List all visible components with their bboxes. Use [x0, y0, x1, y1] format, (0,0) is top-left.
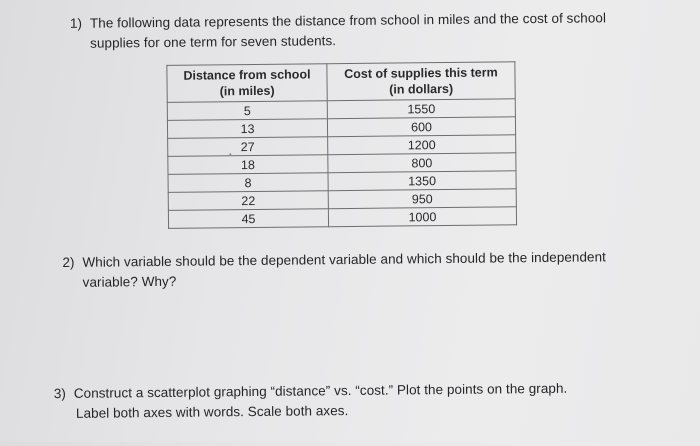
question-3-number: 3) — [53, 385, 66, 402]
question-2-line-2: variable? Why? — [82, 273, 177, 290]
question-1-number: 1) — [69, 15, 83, 31]
cost-cell: 600 — [327, 117, 515, 137]
question-3 — [54, 378, 674, 424]
question-3-line-2: Label both axes with words. Scale both axes. — [75, 403, 349, 421]
header-distance-line-1: Distance from school — [183, 67, 311, 83]
data-table — [166, 61, 517, 229]
question-1 — [70, 8, 670, 54]
header-distance — [167, 64, 327, 103]
header-cost — [327, 62, 515, 101]
distance-cell: 8 — [168, 173, 328, 193]
distance-cell: 45 — [168, 209, 328, 229]
cost-cell: 800 — [328, 153, 516, 173]
distance-cell: 13 — [167, 119, 327, 139]
distance-cell: 22 — [168, 191, 328, 211]
distance-cell: 27 — [168, 137, 328, 157]
cost-cell: 1550 — [327, 99, 515, 119]
stray-pencil-mark — [229, 153, 231, 155]
question-2-number: 2) — [62, 254, 75, 271]
distance-cell: 5 — [167, 101, 327, 121]
header-cost-line-2: (in dollars) — [389, 81, 454, 97]
question-1-line-1: The following data represents the distance from school in miles and the cost of school — [89, 10, 607, 31]
cost-cell: 1200 — [328, 135, 516, 155]
cost-cell: 950 — [328, 189, 516, 209]
question-2-line-1: Which variable should be the dependent variable and which should be the independent — [82, 249, 606, 270]
question-3-line-1: Construct a scatterplot graphing “distance” vs. “cost.” Plot the points on the graph. — [73, 380, 568, 401]
distance-cell: 18 — [168, 155, 328, 175]
header-cost-line-1: Cost of supplies this term — [344, 65, 498, 82]
question-1-line-2: supplies for one term for seven students. — [90, 33, 337, 51]
table-header-row — [167, 62, 515, 103]
table-row — [168, 207, 516, 229]
cost-cell: 1000 — [328, 207, 516, 227]
cost-cell: 1350 — [328, 171, 516, 191]
header-distance-line-2: (in miles) — [219, 83, 275, 99]
question-2 — [62, 247, 682, 293]
